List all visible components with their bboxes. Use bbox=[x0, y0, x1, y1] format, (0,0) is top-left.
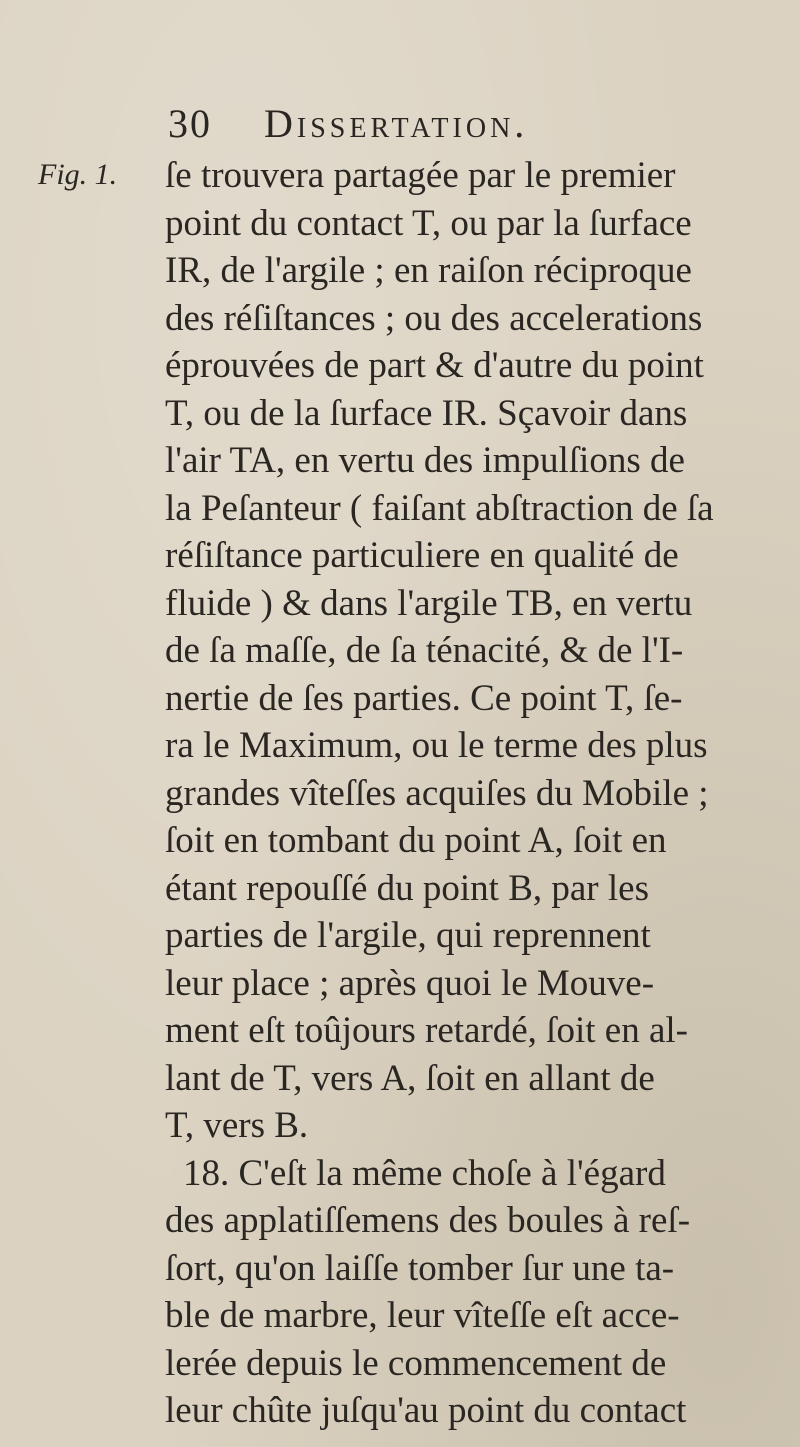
text-line: fluide ) & dans l'argile TB, en vertu bbox=[165, 582, 693, 624]
figure-reference: Fig. 1. bbox=[38, 158, 118, 191]
text-line: lant de T, vers A, ſoit en allant de bbox=[165, 1057, 655, 1099]
text-line: des applatiſſemens des boules à reſ- bbox=[165, 1200, 691, 1241]
text-line: lerée depuis le commencement de bbox=[165, 1342, 667, 1384]
text-line: ſe trouvera partagée par le premier bbox=[165, 155, 676, 196]
text-line: ble de marbre, leur vîteſſe eſt acce- bbox=[165, 1295, 680, 1336]
text-line: IR, de l'argile ; en raiſon réciproque bbox=[165, 250, 692, 291]
text-line: l'air TA, en vertu des impulſions de bbox=[165, 440, 685, 481]
text-line: leur place ; après quoi le Mouve- bbox=[165, 962, 655, 1004]
text-line: point du contact T, ou par la ſurface bbox=[165, 202, 692, 244]
text-line: ment eſt toûjours retardé, ſoit en al- bbox=[165, 1010, 688, 1051]
text-line: réſiſtance particuliere en qualité de bbox=[165, 535, 679, 576]
body-text bbox=[165, 152, 765, 1435]
paragraph-start-line: 18. C'eſt la même choſe à l'égard bbox=[183, 1152, 666, 1194]
text-line: la Peſanteur ( faiſant abſtraction de ſa bbox=[165, 487, 714, 529]
text-line: ſort, qu'on laiſſe tomber ſur une ta- bbox=[165, 1247, 675, 1289]
text-line: ſoit en tombant du point A, ſoit en bbox=[165, 820, 667, 861]
page-number: 30 bbox=[168, 101, 212, 146]
text-line: ra le Maximum, ou le terme des plus bbox=[165, 725, 708, 766]
text-line: grandes vîteſſes acquiſes du Mobile ; bbox=[165, 772, 709, 814]
text-line: leur chûte juſqu'au point du contact bbox=[165, 1390, 687, 1431]
text-line: étant repouſſé du point B, par les bbox=[165, 867, 649, 909]
text-line: de ſa maſſe, de ſa ténacité, & de l'I- bbox=[165, 630, 684, 671]
text-line: nertie de ſes parties. Ce point T, ſe- bbox=[165, 677, 683, 719]
text-line: parties de l'argile, qui reprennent bbox=[165, 915, 651, 956]
page-header bbox=[168, 100, 528, 147]
running-title: Dissertation. bbox=[264, 101, 529, 146]
text-line: éprouvées de part & d'autre du point bbox=[165, 345, 704, 386]
text-line: des réſiſtances ; ou des accelerations bbox=[165, 297, 703, 339]
text-line: T, vers B. bbox=[165, 1105, 309, 1146]
text-line: T, ou de la ſurface IR. Sçavoir dans bbox=[165, 392, 688, 434]
